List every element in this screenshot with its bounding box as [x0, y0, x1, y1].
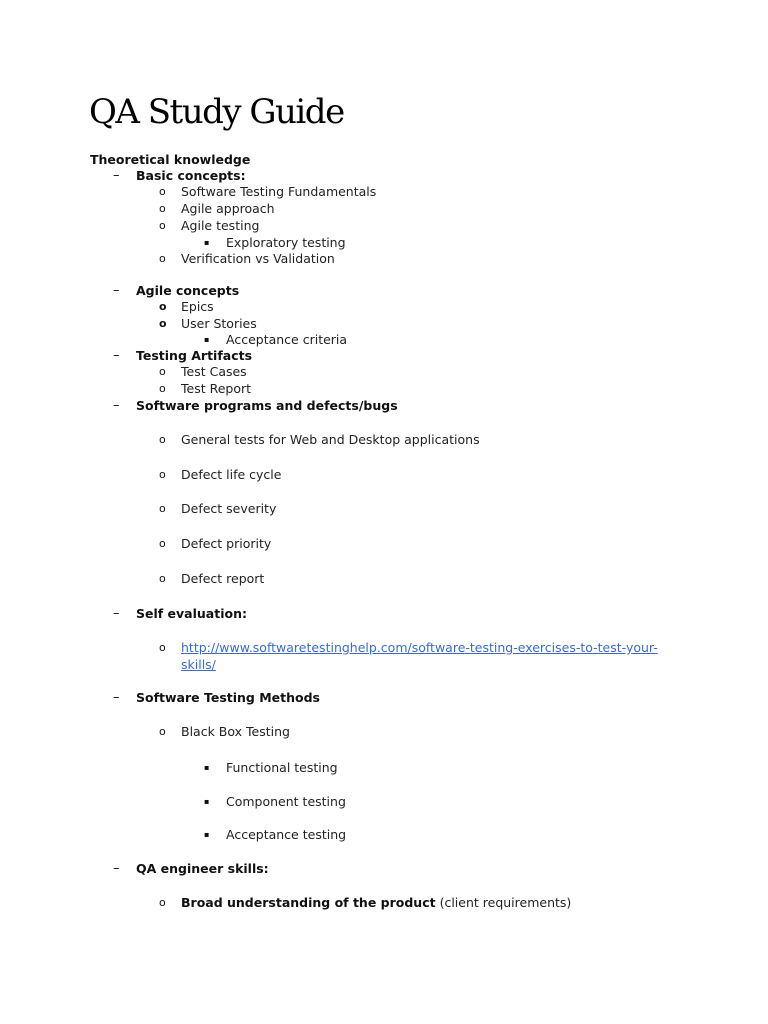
circle-bullet: o — [159, 537, 166, 550]
testing-methods-label: Software Testing Methods — [136, 690, 320, 705]
dash-bullet: – — [113, 168, 120, 183]
list-item: Exploratory testing — [226, 235, 346, 250]
list-item: Functional testing — [226, 760, 338, 775]
square-bullet: ▪ — [204, 335, 210, 344]
software-programs-label: Software programs and defects/bugs — [136, 398, 398, 413]
circle-bullet: o — [159, 572, 166, 585]
square-bullet: ▪ — [204, 797, 210, 806]
list-item: Black Box Testing — [181, 724, 290, 739]
list-item: Agile testing — [181, 218, 260, 233]
circle-bullet: o — [159, 202, 166, 215]
circle-bullet: o — [159, 185, 166, 198]
list-item: Component testing — [226, 794, 346, 809]
square-bullet: ▪ — [204, 763, 210, 772]
circle-bullet: o — [159, 365, 166, 378]
skill-rest-text: (client requirements) — [435, 895, 572, 910]
circle-bullet: o — [159, 725, 166, 738]
list-item: Test Cases — [181, 364, 247, 379]
testing-artifacts-label: Testing Artifacts — [136, 348, 253, 363]
list-item: General tests for Web and Desktop applications — [181, 432, 480, 447]
qa-skills-label: QA engineer skills: — [136, 861, 269, 876]
list-item: Test Report — [181, 381, 252, 396]
list-item: Defect report — [181, 571, 265, 586]
section-heading: Theoretical knowledge — [90, 152, 251, 167]
link-text-line-1[interactable]: http://www.softwaretestinghelp.com/software-testing-exercises-to-test-your- — [181, 640, 658, 655]
square-bullet: ▪ — [204, 238, 210, 247]
dash-bullet: – — [113, 398, 120, 413]
dash-bullet: – — [113, 283, 120, 298]
agile-concepts-label: Agile concepts — [136, 283, 240, 298]
dash-bullet: – — [113, 861, 120, 876]
circle-bullet: o — [159, 502, 166, 515]
list-item: Acceptance criteria — [226, 332, 348, 347]
list-item: Defect priority — [181, 536, 272, 551]
dash-bullet: – — [113, 606, 120, 621]
list-item: Defect severity — [181, 501, 277, 516]
list-item: Defect life cycle — [181, 467, 282, 482]
circle-bullet: o — [159, 468, 166, 481]
self-evaluation-link-continued[interactable] — [181, 657, 216, 673]
circle-bullet: o — [159, 896, 166, 909]
self-evaluation-label: Self evaluation: — [136, 606, 247, 621]
square-bullet: ▪ — [204, 830, 210, 839]
circle-bullet: o — [159, 433, 166, 446]
list-item: Software Testing Fundamentals — [181, 184, 377, 199]
circle-bullet: o — [159, 317, 167, 330]
circle-bullet: o — [159, 252, 166, 265]
list-item — [181, 895, 571, 911]
circle-bullet: o — [159, 219, 166, 232]
list-item: Acceptance testing — [226, 827, 347, 842]
dash-bullet: – — [113, 348, 120, 363]
list-item: Epics — [181, 299, 214, 314]
list-item: Verification vs Validation — [181, 251, 335, 266]
circle-bullet: o — [159, 382, 166, 395]
list-item: Agile approach — [181, 201, 275, 216]
circle-bullet: o — [159, 641, 166, 654]
list-item: User Stories — [181, 316, 257, 331]
basic-concepts-label: Basic concepts: — [136, 168, 246, 183]
circle-bullet: o — [159, 300, 167, 313]
self-evaluation-link[interactable] — [181, 640, 658, 656]
skill-bold-text: Broad understanding of the product — [181, 895, 436, 910]
dash-bullet: – — [113, 690, 120, 705]
link-text-line-2[interactable]: skills/ — [181, 657, 216, 672]
document-title: QA Study Guide — [89, 92, 344, 132]
